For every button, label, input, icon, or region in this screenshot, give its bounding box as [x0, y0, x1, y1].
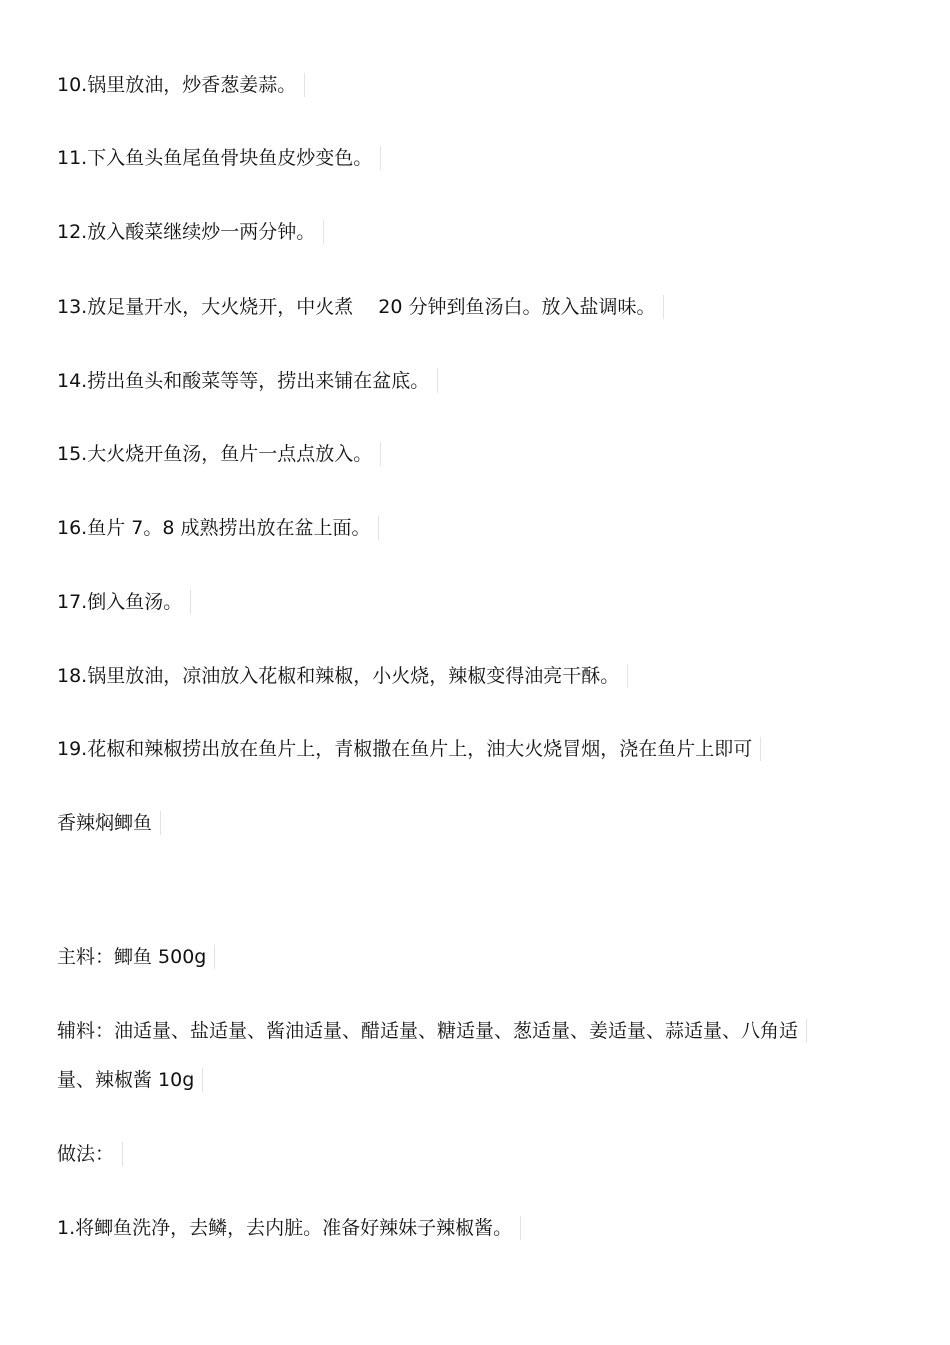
step-11: 11.下入鱼头鱼尾鱼骨块鱼皮炒变色。	[57, 146, 381, 170]
recipe-title: 香辣焖鲫鱼	[57, 811, 161, 835]
step-10: 10.锅里放油，炒香葱姜蒜。	[57, 73, 305, 97]
main-ingredient: 主料：鲫鱼 500g	[57, 945, 215, 969]
step-17: 17.倒入鱼汤。	[57, 590, 191, 614]
step-1: 1.将鲫鱼洗净，去鳞，去内脏。准备好辣妹子辣椒酱。	[57, 1216, 521, 1240]
auxiliary-ingredients: 辅料：油适量、盐适量、酱油适量、醋适量、糖适量、葱适量、姜适量、蒜适量、八角适	[57, 1019, 807, 1043]
step-16: 16.鱼片 7。8 成熟捞出放在盆上面。	[57, 516, 379, 540]
step-13: 13.放足量开水，大火烧开，中火煮 20 分钟到鱼汤白。放入盐调味。	[57, 295, 664, 319]
step-19: 19.花椒和辣椒捞出放在鱼片上，青椒撒在鱼片上，油大火烧冒烟，浇在鱼片上即可	[57, 737, 761, 761]
method-heading: 做法：	[57, 1142, 123, 1166]
auxiliary-ingredients-cont: 量、辣椒酱 10g	[57, 1068, 203, 1092]
step-15: 15.大火烧开鱼汤，鱼片一点点放入。	[57, 442, 381, 466]
step-14: 14.捞出鱼头和酸菜等等，捞出来铺在盆底。	[57, 369, 438, 393]
step-18: 18.锅里放油，凉油放入花椒和辣椒，小火烧，辣椒变得油亮干酥。	[57, 664, 628, 688]
step-12: 12.放入酸菜继续炒一两分钟。	[57, 220, 324, 244]
